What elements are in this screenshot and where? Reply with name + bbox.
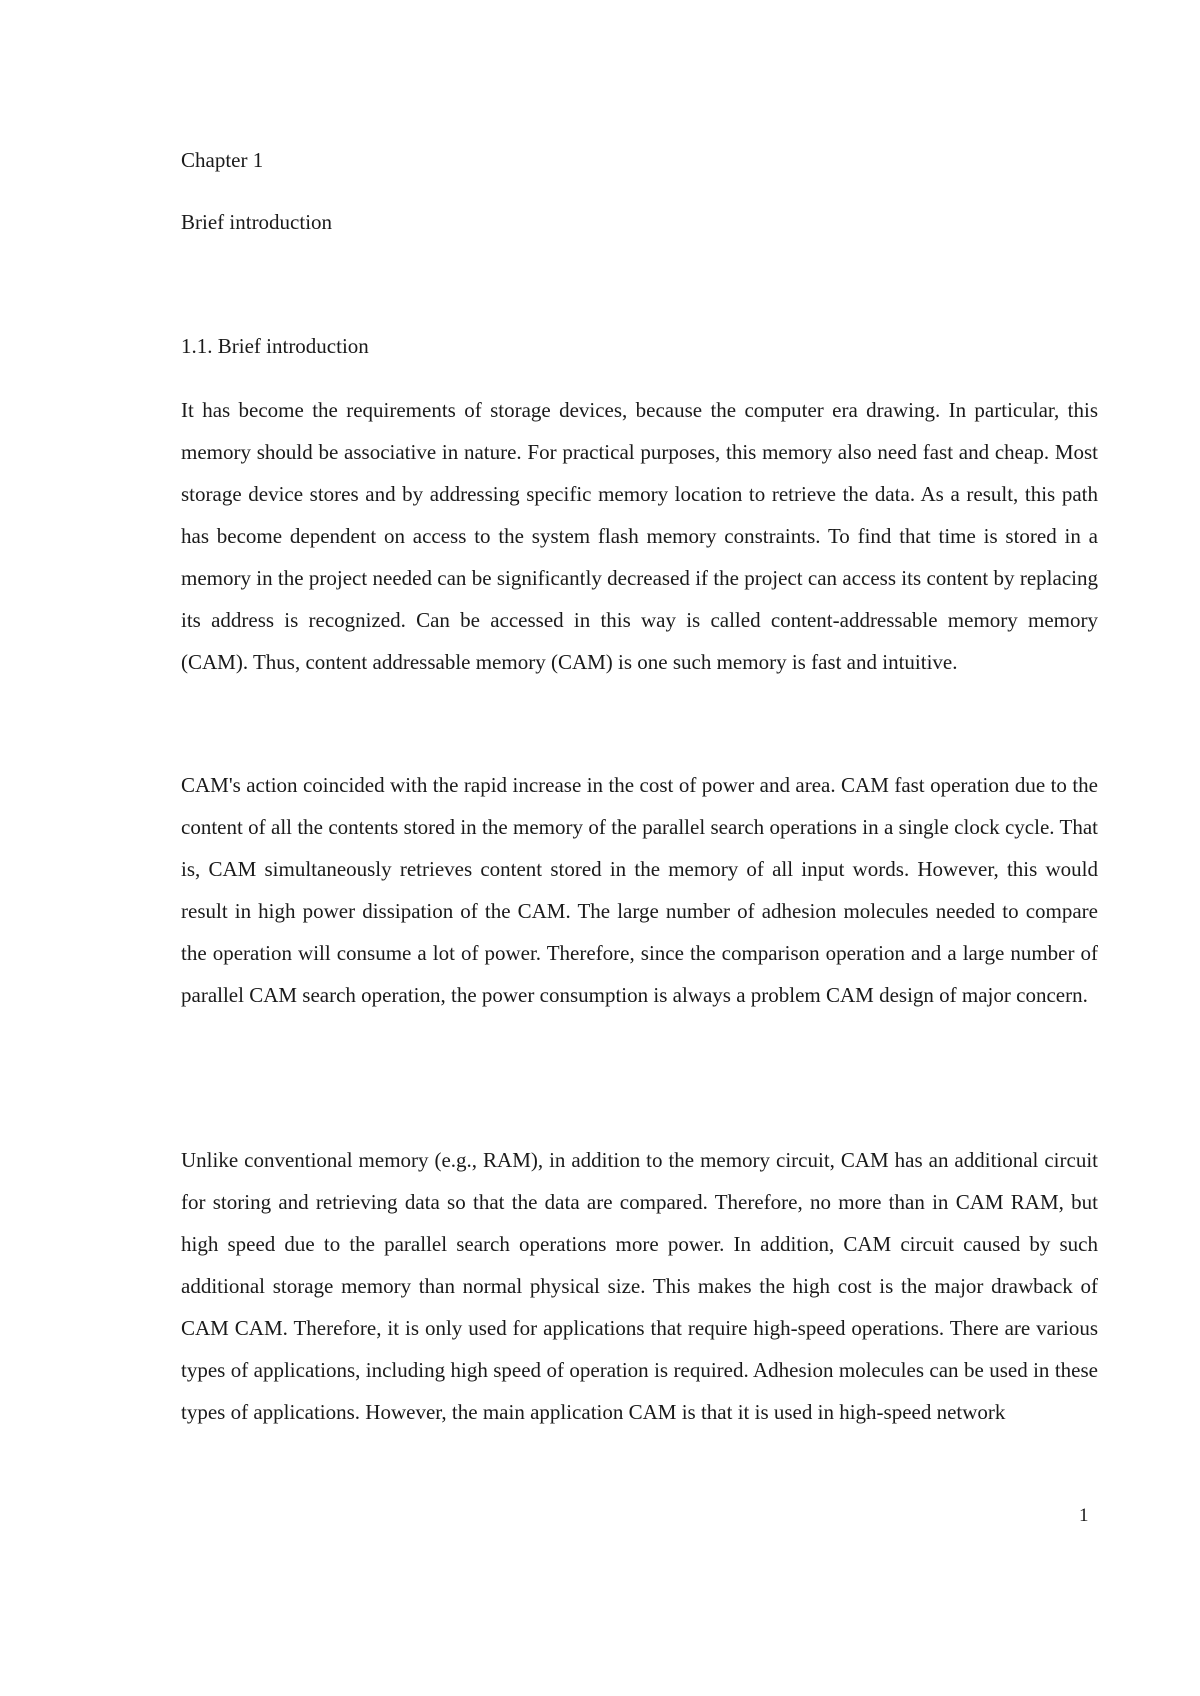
section-heading: 1.1. Brief introduction <box>181 334 369 358</box>
chapter-label: Chapter 1 <box>181 148 264 172</box>
page-number: 1 <box>1079 1505 1089 1526</box>
body-paragraph: Unlike conventional memory (e.g., RAM), in addition to the memory circuit, CAM has an additional circuit for storing and retrieving data so that the data are compared. Therefore, no more than in CAM RAM, but high speed due to the parallel search operations more power. In addition, CAM circuit caused by such additional storage memory than normal physical size. This makes the high cost is the major drawback of CAM CAM. Therefore, it is only used for applications that require high-speed operations. There are various types of applications, including high speed of operation is required. Adhesion molecules can be used in these types of applications. However, the main application CAM is that it is used in high-speed network <box>181 1148 1098 1424</box>
body-paragraph: It has become the requirements of storage devices, because the computer era drawing. In particular, this memory should be associative in nature. For practical purposes, this memory also need fast and cheap. Most storage device stores and by addressing specific memory location to retrieve the data. As a result, this path has become dependent on access to the system flash memory constraints. To find that time is stored in a memory in the project needed can be significantly decreased if the project can access its content by replacing its address is recognized. Can be accessed in this way is called content-addressable memory memory (CAM). Thus, content addressable memory (CAM) is one such memory is fast and intuitive. <box>181 398 1098 674</box>
body-paragraph: CAM's action coincided with the rapid increase in the cost of power and area. CAM fast operation due to the content of all the contents stored in the memory of the parallel search operations in a single clock cycle. That is, CAM simultaneously retrieves content stored in the memory of all input words. However, this would result in high power dissipation of the CAM. The large number of adhesion molecules needed to compare the operation will consume a lot of power. Therefore, since the comparison operation and a large number of parallel CAM search operation, the power consumption is always a problem CAM design of major concern. <box>181 773 1098 1007</box>
chapter-title: Brief introduction <box>181 210 333 234</box>
